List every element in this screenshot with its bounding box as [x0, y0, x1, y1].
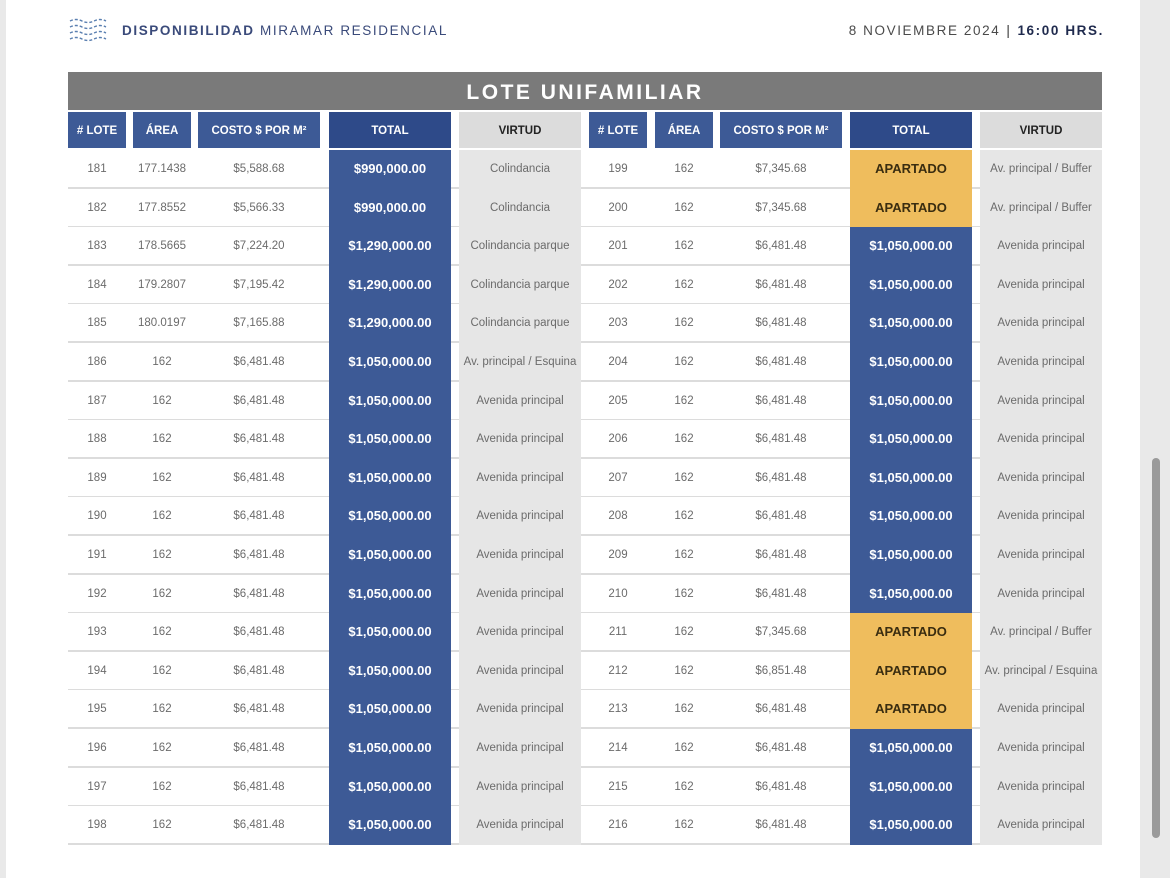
area-cell: 177.1438	[138, 163, 186, 175]
costo-m2-cell: $5,566.33	[233, 201, 285, 214]
area-cell: 162	[152, 664, 172, 677]
total-cell: $1,050,000.00	[329, 343, 451, 382]
area-cell: 162	[152, 471, 172, 484]
area-cell: 162	[674, 201, 694, 214]
table-row	[68, 459, 1102, 498]
table-row	[68, 189, 1102, 228]
area-cell: 162	[152, 548, 172, 561]
area-cell: 162	[152, 510, 172, 523]
virtud-cell: Avenida principal	[459, 729, 581, 768]
costo-m2-cell: $6,481.48	[755, 548, 807, 561]
total-cell: $1,050,000.00	[850, 497, 972, 536]
total-cell: $1,050,000.00	[329, 729, 451, 768]
virtud-cell: Avenida principal	[980, 227, 1102, 266]
table-row	[68, 343, 1102, 382]
total-cell: $1,290,000.00	[329, 304, 451, 343]
time-label: 16:00 HRS.	[1017, 23, 1104, 38]
table-header-row	[68, 110, 1102, 150]
virtud-cell: Avenida principal	[459, 768, 581, 807]
table-row	[68, 806, 1102, 845]
virtud-cell: Avenida principal	[980, 304, 1102, 343]
total-cell: $1,050,000.00	[850, 768, 972, 807]
table-row	[68, 613, 1102, 652]
column-header-virtud-left: VIRTUD	[459, 112, 581, 148]
virtud-cell: Avenida principal	[980, 459, 1102, 498]
table-title-banner: LOTE UNIFAMILIAR	[68, 72, 1102, 110]
column-header-lote-right: # LOTE	[589, 112, 647, 148]
brand-title-bold: DISPONIBILIDAD	[122, 23, 255, 38]
costo-m2-cell: $7,224.20	[233, 240, 285, 253]
total-cell: APARTADO	[850, 150, 972, 189]
costo-m2-cell: $6,481.48	[233, 433, 285, 446]
lote-cell: 182	[87, 201, 107, 214]
area-cell: 162	[674, 548, 694, 561]
document-header	[6, 0, 1140, 66]
costo-m2-cell: $6,481.48	[755, 394, 807, 407]
costo-m2-cell: $7,195.42	[233, 278, 285, 291]
area-cell: 162	[674, 819, 694, 832]
costo-m2-cell: $5,588.68	[233, 163, 285, 175]
table-row	[68, 420, 1102, 459]
lote-cell: 185	[87, 317, 107, 330]
virtud-cell: Avenida principal	[980, 266, 1102, 305]
total-cell: $1,050,000.00	[329, 652, 451, 691]
lote-cell: 212	[608, 664, 628, 677]
lote-cell: 199	[608, 163, 628, 175]
virtud-cell: Colindancia parque	[459, 266, 581, 305]
document-page	[6, 0, 1140, 878]
virtud-cell: Av. principal / Buffer	[980, 189, 1102, 228]
costo-m2-cell: $6,481.48	[233, 510, 285, 523]
area-cell: 162	[152, 587, 172, 600]
area-cell: 162	[152, 819, 172, 832]
total-cell: $1,050,000.00	[850, 382, 972, 421]
total-cell: $1,050,000.00	[850, 729, 972, 768]
total-cell: $1,050,000.00	[329, 382, 451, 421]
brand-title	[122, 23, 448, 38]
lote-cell: 209	[608, 548, 628, 561]
total-cell: $1,290,000.00	[329, 266, 451, 305]
total-cell: $1,050,000.00	[850, 304, 972, 343]
table-row	[68, 227, 1102, 266]
lote-cell: 198	[87, 819, 107, 832]
date-label: 8 NOVIEMBRE 2024	[848, 23, 1001, 38]
area-cell: 177.8552	[138, 201, 186, 214]
lote-cell: 181	[87, 163, 107, 175]
virtud-cell: Avenida principal	[459, 690, 581, 729]
area-cell: 180.0197	[138, 317, 186, 330]
virtud-cell: Av. principal / Esquina	[459, 343, 581, 382]
date-separator: |	[1006, 23, 1012, 38]
total-cell: $1,050,000.00	[329, 613, 451, 652]
lote-cell: 197	[87, 780, 107, 793]
lote-cell: 201	[608, 240, 628, 253]
total-cell: APARTADO	[850, 613, 972, 652]
virtud-cell: Avenida principal	[980, 536, 1102, 575]
lote-cell: 202	[608, 278, 628, 291]
table-row	[68, 304, 1102, 343]
area-cell: 179.2807	[138, 278, 186, 291]
costo-m2-cell: $6,481.48	[755, 780, 807, 793]
area-cell: 162	[152, 394, 172, 407]
costo-m2-cell: $7,345.68	[755, 626, 807, 639]
waves-logo-icon	[68, 16, 110, 46]
total-cell: $990,000.00	[329, 189, 451, 228]
table-row	[68, 150, 1102, 189]
total-cell: APARTADO	[850, 189, 972, 228]
virtud-cell: Avenida principal	[980, 806, 1102, 845]
virtud-cell: Avenida principal	[980, 690, 1102, 729]
total-cell: $1,050,000.00	[329, 459, 451, 498]
virtud-cell: Avenida principal	[459, 382, 581, 421]
costo-m2-cell: $6,481.48	[233, 626, 285, 639]
total-cell: $1,050,000.00	[329, 768, 451, 807]
total-cell: $1,050,000.00	[329, 575, 451, 614]
total-cell: $1,050,000.00	[329, 497, 451, 536]
costo-m2-cell: $6,481.48	[755, 317, 807, 330]
costo-m2-cell: $6,481.48	[233, 703, 285, 716]
total-cell: APARTADO	[850, 690, 972, 729]
costo-m2-cell: $6,851.48	[755, 664, 807, 677]
area-cell: 162	[674, 433, 694, 446]
virtud-cell: Avenida principal	[459, 459, 581, 498]
costo-m2-cell: $6,481.48	[233, 741, 285, 754]
costo-m2-cell: $6,481.48	[755, 240, 807, 253]
costo-m2-cell: $6,481.48	[755, 587, 807, 600]
costo-m2-cell: $6,481.48	[755, 355, 807, 368]
table-row	[68, 497, 1102, 536]
table-row	[68, 536, 1102, 575]
virtud-cell: Avenida principal	[980, 729, 1102, 768]
costo-m2-cell: $6,481.48	[233, 394, 285, 407]
virtud-cell: Avenida principal	[459, 575, 581, 614]
area-cell: 162	[674, 240, 694, 253]
costo-m2-cell: $6,481.48	[233, 664, 285, 677]
column-header-costo-m2-left: COSTO $ POR M²	[198, 112, 320, 148]
lote-cell: 184	[87, 278, 107, 291]
lote-cell: 189	[87, 471, 107, 484]
column-header-total-right: TOTAL	[850, 112, 972, 148]
column-header-area-right: ÁREA	[655, 112, 713, 148]
area-cell: 162	[152, 741, 172, 754]
lote-cell: 210	[608, 587, 628, 600]
area-cell: 162	[674, 163, 694, 175]
lote-cell: 214	[608, 741, 628, 754]
area-cell: 162	[674, 703, 694, 716]
lote-cell: 183	[87, 240, 107, 253]
total-cell: $1,050,000.00	[850, 806, 972, 845]
lote-cell: 205	[608, 394, 628, 407]
area-cell: 162	[674, 278, 694, 291]
total-cell: $1,050,000.00	[850, 459, 972, 498]
lote-cell: 216	[608, 819, 628, 832]
lote-cell: 204	[608, 355, 628, 368]
costo-m2-cell: $6,481.48	[233, 471, 285, 484]
lote-cell: 191	[87, 548, 107, 561]
lote-cell: 208	[608, 510, 628, 523]
total-cell: $990,000.00	[329, 150, 451, 189]
lote-cell: 206	[608, 433, 628, 446]
lote-cell: 193	[87, 626, 107, 639]
area-cell: 162	[674, 741, 694, 754]
virtud-cell: Avenida principal	[980, 343, 1102, 382]
total-cell: $1,050,000.00	[329, 536, 451, 575]
lote-cell: 196	[87, 741, 107, 754]
costo-m2-cell: $6,481.48	[233, 819, 285, 832]
costo-m2-cell: $7,345.68	[755, 163, 807, 175]
lote-cell: 203	[608, 317, 628, 330]
total-cell: $1,050,000.00	[850, 343, 972, 382]
virtud-cell: Avenida principal	[459, 497, 581, 536]
virtud-cell: Av. principal / Buffer	[980, 150, 1102, 189]
column-header-costo-m2-right: COSTO $ POR M²	[720, 112, 842, 148]
total-cell: $1,050,000.00	[850, 266, 972, 305]
area-cell: 162	[674, 471, 694, 484]
lote-cell: 194	[87, 664, 107, 677]
total-cell: $1,050,000.00	[329, 806, 451, 845]
lote-cell: 192	[87, 587, 107, 600]
date-time	[849, 23, 1104, 38]
lote-cell: 190	[87, 510, 107, 523]
table-row	[68, 729, 1102, 768]
table-row	[68, 575, 1102, 614]
area-cell: 162	[152, 626, 172, 639]
virtud-cell: Avenida principal	[459, 420, 581, 459]
area-cell: 162	[674, 317, 694, 330]
virtud-cell: Colindancia parque	[459, 304, 581, 343]
costo-m2-cell: $6,481.48	[755, 278, 807, 291]
table-row	[68, 266, 1102, 305]
table-row	[68, 768, 1102, 807]
lote-cell: 215	[608, 780, 628, 793]
costo-m2-cell: $7,165.88	[233, 317, 285, 330]
total-cell: $1,050,000.00	[850, 536, 972, 575]
column-header-area-left: ÁREA	[133, 112, 191, 148]
virtud-cell: Avenida principal	[980, 575, 1102, 614]
total-cell: APARTADO	[850, 652, 972, 691]
costo-m2-cell: $6,481.48	[233, 355, 285, 368]
costo-m2-cell: $6,481.48	[755, 471, 807, 484]
virtud-cell: Colindancia parque	[459, 227, 581, 266]
area-cell: 162	[674, 780, 694, 793]
costo-m2-cell: $6,481.48	[233, 548, 285, 561]
area-cell: 162	[152, 780, 172, 793]
costo-m2-cell: $6,481.48	[755, 703, 807, 716]
total-cell: $1,290,000.00	[329, 227, 451, 266]
column-header-virtud-right: VIRTUD	[980, 112, 1102, 148]
column-header-total-left: TOTAL	[329, 112, 451, 148]
column-header-lote-left: # LOTE	[68, 112, 126, 148]
costo-m2-cell: $6,481.48	[755, 433, 807, 446]
lote-cell: 207	[608, 471, 628, 484]
area-cell: 162	[152, 355, 172, 368]
table-row	[68, 690, 1102, 729]
lote-cell: 186	[87, 355, 107, 368]
costo-m2-cell: $6,481.48	[755, 819, 807, 832]
area-cell: 162	[674, 510, 694, 523]
vertical-scrollbar[interactable]	[1152, 458, 1160, 838]
virtud-cell: Avenida principal	[980, 768, 1102, 807]
lote-cell: 188	[87, 433, 107, 446]
table-body	[68, 150, 1102, 845]
virtud-cell: Colindancia	[459, 189, 581, 228]
virtud-cell: Av. principal / Esquina	[980, 652, 1102, 691]
area-cell: 162	[674, 355, 694, 368]
lote-cell: 200	[608, 201, 628, 214]
area-cell: 162	[674, 664, 694, 677]
total-cell: $1,050,000.00	[850, 575, 972, 614]
total-cell: $1,050,000.00	[850, 420, 972, 459]
area-cell: 162	[152, 433, 172, 446]
area-cell: 178.5665	[138, 240, 186, 253]
total-cell: $1,050,000.00	[329, 690, 451, 729]
costo-m2-cell: $6,481.48	[755, 741, 807, 754]
total-cell: $1,050,000.00	[850, 227, 972, 266]
costo-m2-cell: $6,481.48	[233, 780, 285, 793]
area-cell: 162	[674, 394, 694, 407]
table-row	[68, 382, 1102, 421]
virtud-cell: Avenida principal	[459, 652, 581, 691]
table-row	[68, 652, 1102, 691]
costo-m2-cell: $7,345.68	[755, 201, 807, 214]
lote-cell: 187	[87, 394, 107, 407]
virtud-cell: Avenida principal	[980, 382, 1102, 421]
lote-cell: 213	[608, 703, 628, 716]
costo-m2-cell: $6,481.48	[755, 510, 807, 523]
virtud-cell: Av. principal / Buffer	[980, 613, 1102, 652]
virtud-cell: Avenida principal	[980, 497, 1102, 536]
virtud-cell: Avenida principal	[459, 536, 581, 575]
virtud-cell: Avenida principal	[459, 806, 581, 845]
lote-cell: 211	[608, 626, 628, 639]
brand-title-rest: MIRAMAR RESIDENCIAL	[260, 23, 448, 38]
total-cell: $1,050,000.00	[329, 420, 451, 459]
virtud-cell: Avenida principal	[459, 613, 581, 652]
area-cell: 162	[674, 626, 694, 639]
virtud-cell: Avenida principal	[980, 420, 1102, 459]
lote-cell: 195	[87, 703, 107, 716]
area-cell: 162	[152, 703, 172, 716]
virtud-cell: Colindancia	[459, 150, 581, 189]
costo-m2-cell: $6,481.48	[233, 587, 285, 600]
area-cell: 162	[674, 587, 694, 600]
